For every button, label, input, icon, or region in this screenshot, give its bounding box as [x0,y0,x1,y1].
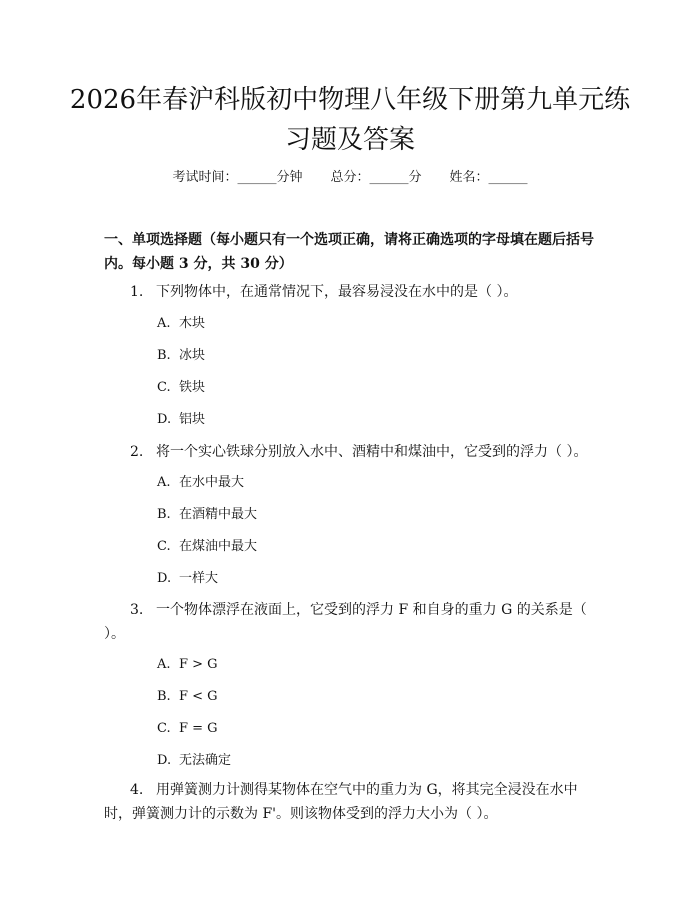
option-1b [157,346,205,366]
option-2a [157,473,244,493]
student-name-label: 姓名：______ [449,170,528,185]
option-1a [157,314,205,334]
option-2b [157,505,257,525]
question-text: 用弹簧测力计测得某物体在空气中的重力为 G，将其完全浸没在水中时，弹簧测力计的示数为 F'。则该物体受到的浮力大小为（ ）。 [104,782,578,822]
section-heading: 一、单项选择题（每小题只有一个选项正确，请将正确选项的字母填在题后括号内。每小题 3 分，共 30 分） [104,232,594,272]
option-label: C. [157,380,171,395]
question-number: 2. [130,444,144,460]
document-title: 2026年春沪科版初中物理八年级下册第九单元练习题及答案 [69,85,631,155]
option-1c [157,378,205,398]
option-text: 一样大 [179,571,219,586]
option-label: A. [157,657,171,672]
question-number: 1. [130,284,144,300]
option-3a [157,655,218,675]
option-text: 冰块 [179,348,206,363]
exam-time-label: 考试时间：______分钟 [172,170,303,185]
option-text: 在水中最大 [179,475,245,490]
option-text: 木块 [179,316,206,331]
total-score-label: 总分：______分 [330,170,422,185]
option-text: 铁块 [179,380,206,395]
exam-meta [0,168,700,188]
option-label: D. [157,412,172,427]
option-label: C. [157,539,171,554]
question-2 [104,440,604,464]
question-text: 一个物体漂浮在液面上，它受到的浮力 F 和自身的重力 G 的关系是（ ）。 [104,602,587,642]
option-3d [157,751,231,771]
question-4 [104,778,604,826]
option-text: 铝块 [179,412,206,427]
option-2d [157,569,218,589]
option-label: D. [157,571,172,586]
option-label: B. [157,689,171,704]
option-label: B. [157,507,171,522]
option-text: F = G [179,721,218,736]
option-3c [157,719,218,739]
question-3 [104,598,604,646]
option-2c [157,537,257,557]
option-label: B. [157,348,171,363]
question-number: 3. [130,602,144,618]
option-text: 无法确定 [179,753,232,768]
option-text: F > G [179,657,218,672]
option-text: F < G [179,689,218,704]
question-number: 4. [130,782,144,798]
option-label: A. [157,475,171,490]
question-text: 下列物体中，在通常情况下，最容易浸没在水中的是（ ）。 [156,284,518,300]
option-label: C. [157,721,171,736]
option-text: 在酒精中最大 [179,507,258,522]
option-label: D. [157,753,172,768]
question-1 [104,280,604,304]
option-1d [157,410,205,430]
option-3b [157,687,218,707]
option-label: A. [157,316,171,331]
option-text: 在煤油中最大 [179,539,258,554]
question-text: 将一个实心铁球分别放入水中、酒精中和煤油中，它受到的浮力（ ）。 [156,444,588,460]
